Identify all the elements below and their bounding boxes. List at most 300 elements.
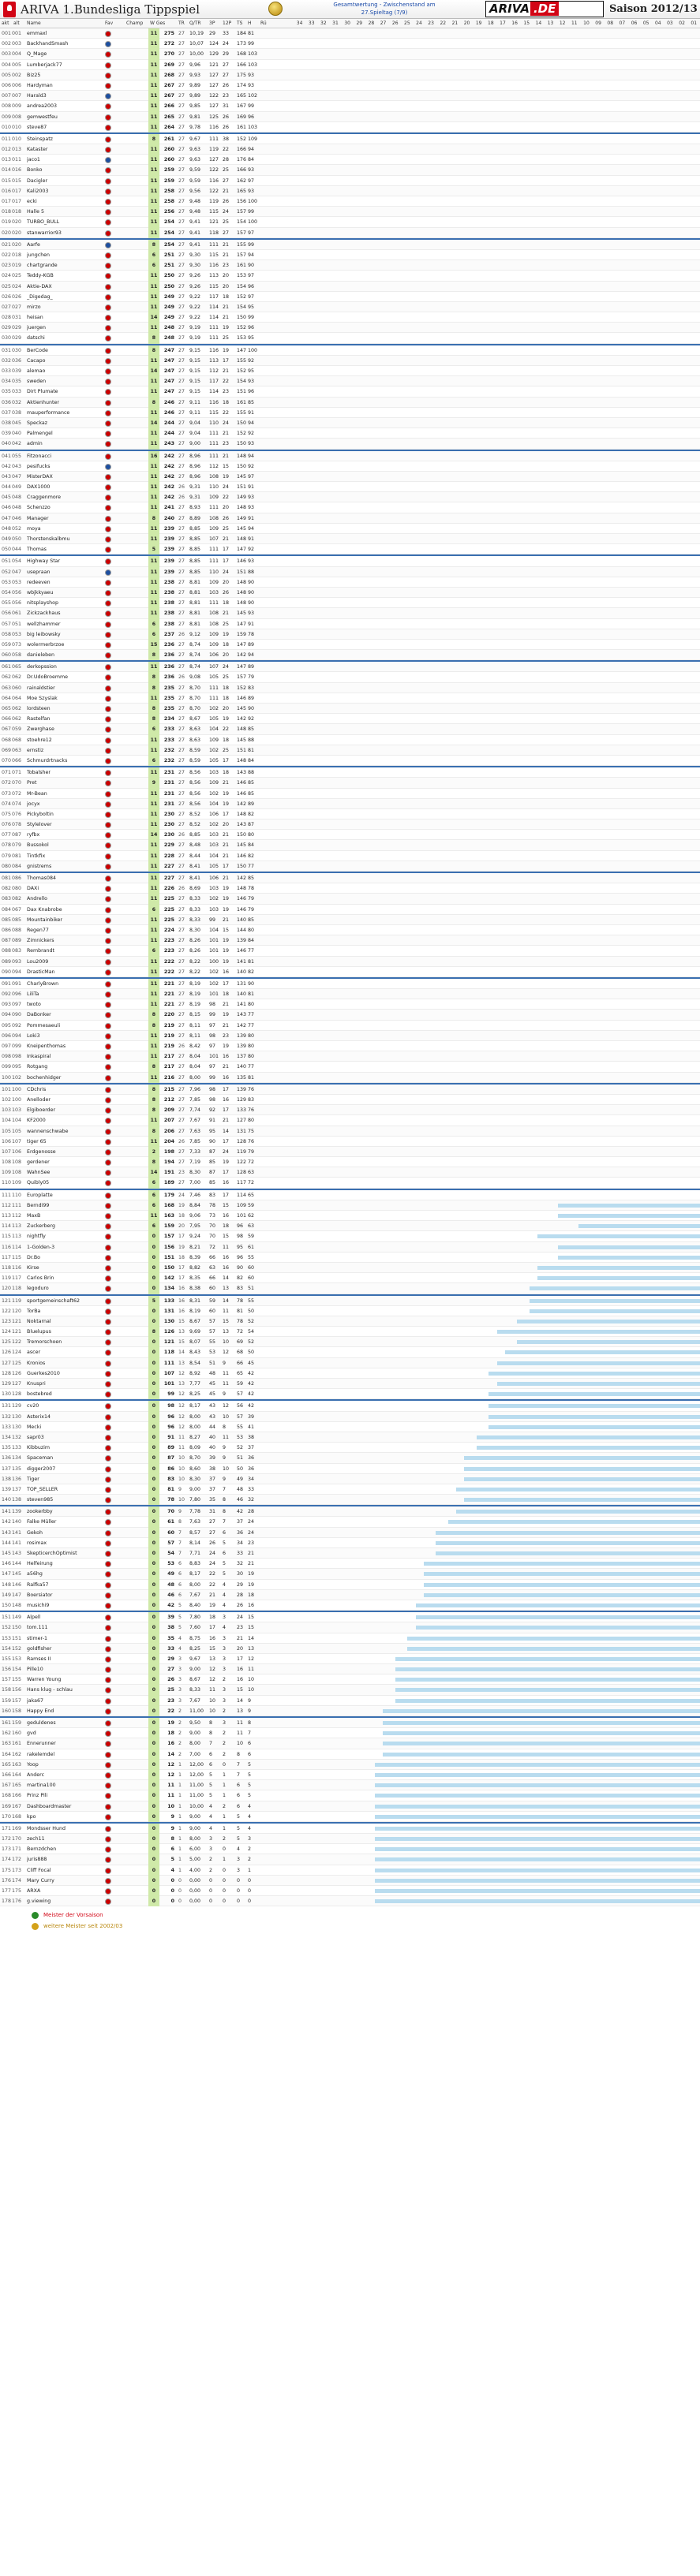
table-row[interactable] <box>0 1105 700 1115</box>
table-row[interactable] <box>0 967 700 977</box>
table-row[interactable] <box>0 418 700 428</box>
row-player-name[interactable]: Berndi99 <box>27 1202 50 1208</box>
row-player-name[interactable]: DAX1000 <box>27 484 51 491</box>
table-row[interactable] <box>0 1242 700 1253</box>
row-player-name[interactable]: juris888 <box>27 1857 47 1863</box>
table-row[interactable] <box>0 1115 700 1126</box>
table-row[interactable] <box>0 1041 700 1051</box>
table-row[interactable] <box>0 513 700 524</box>
row-player-name[interactable]: gerdener <box>27 1159 50 1166</box>
row-player-name[interactable]: Loki3 <box>27 1032 40 1039</box>
row-player-name[interactable]: Aktie-DAX <box>27 283 52 289</box>
row-player-name[interactable]: Helfeirung <box>27 1561 53 1567</box>
row-player-name[interactable]: Quibly05 <box>27 1180 50 1186</box>
table-row[interactable] <box>0 1211 700 1221</box>
table-row[interactable] <box>0 767 700 778</box>
table-row[interactable] <box>0 91 700 101</box>
row-player-name[interactable]: rosimax <box>27 1540 47 1546</box>
row-player-name[interactable]: admin <box>27 441 43 447</box>
row-player-name[interactable]: Prinz Pili <box>27 1793 48 1799</box>
row-player-name[interactable]: Warren Young <box>27 1677 62 1683</box>
row-player-name[interactable]: Spaceman <box>27 1455 54 1462</box>
table-row[interactable] <box>0 1358 700 1368</box>
row-player-name[interactable]: pesifucks <box>27 463 51 469</box>
row-player-name[interactable]: Alpell <box>27 1615 41 1621</box>
table-row[interactable] <box>0 693 700 704</box>
table-row[interactable] <box>0 1221 700 1231</box>
row-player-name[interactable]: jocyx <box>27 801 40 807</box>
row-player-name[interactable]: rainaldstier <box>27 685 55 691</box>
table-row[interactable] <box>0 534 700 544</box>
row-player-name[interactable]: 1-Golden-3 <box>27 1244 55 1250</box>
table-row[interactable] <box>0 672 700 682</box>
row-player-name[interactable]: Teddy-KGB <box>27 273 54 279</box>
table-row[interactable] <box>0 1865 700 1876</box>
table-row[interactable] <box>0 946 700 956</box>
table-row[interactable] <box>0 1085 700 1095</box>
row-player-name[interactable]: heisan <box>27 315 43 321</box>
table-row[interactable] <box>0 1095 700 1105</box>
row-player-name[interactable]: Kibbuzim <box>27 1445 51 1451</box>
row-player-name[interactable]: Cliff Focal <box>27 1867 51 1873</box>
table-row[interactable] <box>0 1157 700 1167</box>
row-player-name[interactable]: Elgiboerder <box>27 1107 56 1114</box>
table-row[interactable] <box>0 1073 700 1083</box>
table-row[interactable] <box>0 240 700 250</box>
row-player-name[interactable]: Falke Müller <box>27 1519 57 1525</box>
table-row[interactable] <box>0 915 700 925</box>
table-row[interactable] <box>0 957 700 967</box>
row-player-name[interactable]: sportgemeinschaft62 <box>27 1297 80 1304</box>
row-player-name[interactable]: cv20 <box>27 1403 39 1409</box>
table-row[interactable] <box>0 333 700 343</box>
row-player-name[interactable]: Pret <box>27 780 37 786</box>
table-row[interactable] <box>0 1600 700 1611</box>
table-row[interactable] <box>0 428 700 439</box>
table-row[interactable] <box>0 1517 700 1527</box>
table-row[interactable] <box>0 925 700 935</box>
row-player-name[interactable]: Mondsser Hund <box>27 1825 66 1831</box>
row-player-name[interactable]: twoto <box>27 1002 41 1008</box>
table-row[interactable] <box>0 282 700 292</box>
row-player-name[interactable]: jaka67 <box>27 1697 44 1704</box>
table-row[interactable] <box>0 323 700 333</box>
row-player-name[interactable]: big leibowsky <box>27 631 61 637</box>
row-player-name[interactable]: Halle 5 <box>27 209 44 215</box>
row-player-name[interactable]: nitsplayshop <box>27 600 58 607</box>
row-player-name[interactable]: alemao <box>27 368 46 374</box>
row-player-name[interactable]: Thomas084 <box>27 875 56 881</box>
row-player-name[interactable]: Kronios <box>27 1360 46 1366</box>
table-row[interactable] <box>0 250 700 260</box>
table-row[interactable] <box>0 1801 700 1812</box>
row-player-name[interactable]: kpo <box>27 1813 36 1820</box>
table-row[interactable] <box>0 799 700 809</box>
row-player-name[interactable]: Kataster <box>27 147 48 153</box>
row-player-name[interactable]: usepraan <box>27 569 51 575</box>
table-row[interactable] <box>0 112 700 122</box>
table-row[interactable] <box>0 1464 700 1474</box>
table-row[interactable] <box>0 155 700 165</box>
row-player-name[interactable]: CharlyBrown <box>27 980 59 987</box>
row-player-name[interactable]: wannenschwabe <box>27 1128 69 1134</box>
row-player-name[interactable]: redeeven <box>27 579 51 585</box>
row-player-name[interactable]: Fitzonacci <box>27 453 52 459</box>
table-row[interactable] <box>0 1474 700 1484</box>
row-player-name[interactable]: Mountainbiker <box>27 917 62 923</box>
row-player-name[interactable]: Rotgang <box>27 1064 48 1070</box>
table-row[interactable] <box>0 979 700 989</box>
table-row[interactable] <box>0 1886 700 1896</box>
row-player-name[interactable]: Rastelfan <box>27 716 51 722</box>
table-row[interactable] <box>0 883 700 894</box>
row-player-name[interactable]: danieleben <box>27 652 54 659</box>
row-player-name[interactable]: Manager <box>27 515 49 521</box>
row-player-name[interactable]: Ramses II <box>27 1656 51 1662</box>
row-player-name[interactable]: gnistrems <box>27 863 52 869</box>
row-player-name[interactable]: Regen77 <box>27 927 49 933</box>
row-player-name[interactable]: jaco1 <box>27 157 40 163</box>
table-row[interactable] <box>0 544 700 554</box>
table-row[interactable] <box>0 49 700 59</box>
row-player-name[interactable]: SkepticerchOptimist <box>27 1551 77 1556</box>
row-player-name[interactable]: Tiger <box>27 1476 39 1482</box>
row-player-name[interactable]: andrea2003 <box>27 103 58 110</box>
row-player-name[interactable]: Mary Curry <box>27 1877 54 1883</box>
table-row[interactable] <box>0 217 700 227</box>
table-row[interactable] <box>0 1379 700 1389</box>
table-row[interactable] <box>0 1263 700 1273</box>
table-row[interactable] <box>0 1674 700 1685</box>
table-row[interactable] <box>0 1412 700 1422</box>
table-row[interactable] <box>0 176 700 186</box>
table-row[interactable] <box>0 1590 700 1600</box>
row-player-name[interactable]: Harald3 <box>27 93 47 99</box>
table-row[interactable] <box>0 366 700 376</box>
table-row[interactable] <box>0 1200 700 1211</box>
table-row[interactable] <box>0 482 700 492</box>
table-row[interactable] <box>0 1654 700 1664</box>
row-player-name[interactable]: jungchen <box>27 252 51 258</box>
table-row[interactable] <box>0 1790 700 1801</box>
row-player-name[interactable]: LiliTa <box>27 991 39 998</box>
table-row[interactable] <box>0 809 700 819</box>
table-row[interactable] <box>0 144 700 155</box>
table-row[interactable] <box>0 1718 700 1728</box>
table-row[interactable] <box>0 608 700 618</box>
table-row[interactable] <box>0 861 700 872</box>
table-row[interactable] <box>0 989 700 999</box>
table-row[interactable] <box>0 650 700 660</box>
table-row[interactable] <box>0 999 700 1010</box>
row-player-name[interactable]: BackhandSmash <box>27 41 69 47</box>
row-player-name[interactable]: Dacigler <box>27 177 48 184</box>
table-row[interactable] <box>0 356 700 366</box>
table-row[interactable] <box>0 1633 700 1644</box>
row-player-name[interactable]: Bonko <box>27 167 43 174</box>
row-player-name[interactable]: Aarfe <box>27 241 40 248</box>
table-row[interactable] <box>0 60 700 70</box>
row-player-name[interactable]: musichi9 <box>27 1602 50 1608</box>
table-row[interactable] <box>0 1347 700 1357</box>
row-player-name[interactable]: Tobalsher <box>27 770 51 776</box>
row-player-name[interactable]: TOP_SELLER <box>27 1486 58 1492</box>
table-row[interactable] <box>0 408 700 418</box>
row-player-name[interactable]: digger2007 <box>27 1465 56 1472</box>
row-player-name[interactable]: bochenhidger <box>27 1074 62 1081</box>
row-player-name[interactable]: Stylelover <box>27 822 52 828</box>
table-row[interactable] <box>0 1296 700 1306</box>
table-row[interactable] <box>0 1484 700 1495</box>
row-player-name[interactable]: Boersiator <box>27 1592 53 1598</box>
table-row[interactable] <box>0 472 700 482</box>
table-row[interactable] <box>0 1506 700 1517</box>
row-player-name[interactable]: TURBO_BULL <box>27 219 60 226</box>
table-row[interactable] <box>0 1401 700 1411</box>
table-row[interactable] <box>0 1190 700 1200</box>
row-player-name[interactable]: Mr-Bean <box>27 790 47 797</box>
table-row[interactable] <box>0 1306 700 1316</box>
table-row[interactable] <box>0 1834 700 1844</box>
row-player-name[interactable]: zech11 <box>27 1836 45 1842</box>
row-player-name[interactable]: Dax Knabrobe <box>27 906 62 913</box>
table-row[interactable] <box>0 1854 700 1865</box>
row-player-name[interactable]: wolermerbrzoe <box>27 641 65 648</box>
row-player-name[interactable]: Noktarnal <box>27 1318 51 1324</box>
table-row[interactable] <box>0 260 700 271</box>
row-player-name[interactable]: Lumberjack77 <box>27 62 62 68</box>
row-player-name[interactable]: nightfly <box>27 1234 46 1240</box>
row-player-name[interactable]: derkopssion <box>27 664 57 670</box>
table-row[interactable] <box>0 1770 700 1780</box>
row-player-name[interactable]: chartgrande <box>27 263 58 269</box>
row-player-name[interactable]: wellzhammer <box>27 621 61 627</box>
row-player-name[interactable]: Hans klug - schlau <box>27 1687 73 1693</box>
table-row[interactable] <box>0 70 700 80</box>
row-player-name[interactable]: Palmengel <box>27 431 53 437</box>
row-player-name[interactable]: tiger 65 <box>27 1138 47 1144</box>
table-row[interactable] <box>0 1327 700 1337</box>
table-row[interactable] <box>0 1253 700 1263</box>
row-player-name[interactable]: Moe Szyslak <box>27 695 58 701</box>
row-player-name[interactable]: Zickzackhaus <box>27 610 61 617</box>
table-row[interactable] <box>0 1824 700 1834</box>
row-player-name[interactable]: ryfbx <box>27 832 40 838</box>
table-row[interactable] <box>0 122 700 133</box>
table-row[interactable] <box>0 598 700 608</box>
table-row[interactable] <box>0 376 700 386</box>
table-row[interactable] <box>0 1443 700 1453</box>
row-player-name[interactable]: Asterix14 <box>27 1413 51 1420</box>
table-row[interactable] <box>0 1538 700 1548</box>
row-player-name[interactable]: Tremorschoen <box>27 1339 62 1346</box>
row-player-name[interactable]: Pickyboltin <box>27 811 54 817</box>
row-player-name[interactable]: DaBonker <box>27 1012 51 1018</box>
row-player-name[interactable]: Bernzdchen <box>27 1846 57 1853</box>
row-player-name[interactable]: stanwarrior93 <box>27 230 62 236</box>
row-player-name[interactable]: Carlos Brin <box>27 1275 54 1282</box>
table-row[interactable] <box>0 302 700 312</box>
row-player-name[interactable]: lordsteen <box>27 706 51 711</box>
row-player-name[interactable]: moya <box>27 525 41 532</box>
row-player-name[interactable]: CDchris <box>27 1086 47 1092</box>
row-player-name[interactable]: Pommesaeuli <box>27 1022 61 1029</box>
row-player-name[interactable]: ernstiz <box>27 747 44 753</box>
table-row[interactable] <box>0 196 700 207</box>
table-row[interactable] <box>0 830 700 840</box>
table-row[interactable] <box>0 1137 700 1147</box>
table-row[interactable] <box>0 524 700 534</box>
table-row[interactable] <box>0 502 700 513</box>
row-player-name[interactable]: KF2000 <box>27 1118 46 1124</box>
row-player-name[interactable]: Craggenmore <box>27 495 62 501</box>
row-player-name[interactable]: Aktienhunter <box>27 399 59 405</box>
table-row[interactable] <box>0 704 700 714</box>
row-player-name[interactable]: Dirt Plumate <box>27 389 58 395</box>
row-player-name[interactable]: BerCode <box>27 347 48 353</box>
table-row[interactable] <box>0 1780 700 1790</box>
table-row[interactable] <box>0 1664 700 1674</box>
table-row[interactable] <box>0 1422 700 1432</box>
row-player-name[interactable]: Schenzzo <box>27 505 51 511</box>
table-row[interactable] <box>0 439 700 449</box>
row-player-name[interactable]: Europlatte <box>27 1192 53 1198</box>
row-player-name[interactable]: sapr03 <box>27 1434 44 1440</box>
table-row[interactable] <box>0 398 700 408</box>
row-player-name[interactable]: ecki <box>27 199 37 204</box>
table-row[interactable] <box>0 1273 700 1283</box>
row-player-name[interactable]: Kali2003 <box>27 188 49 194</box>
row-player-name[interactable]: Thorstenskalbmu <box>27 536 70 542</box>
row-player-name[interactable]: Erdgenosse <box>27 1148 56 1155</box>
row-player-name[interactable]: emmaxl <box>27 31 47 36</box>
row-player-name[interactable]: Bluelupus <box>27 1329 51 1335</box>
row-player-name[interactable]: Steinspatz <box>27 136 53 142</box>
table-row[interactable] <box>0 271 700 281</box>
row-player-name[interactable]: Kneipenthomas <box>27 1043 66 1049</box>
table-row[interactable] <box>0 873 700 883</box>
row-player-name[interactable]: Zwerghase <box>27 726 54 733</box>
row-player-name[interactable]: mauperformance <box>27 409 70 416</box>
table-row[interactable] <box>0 186 700 196</box>
row-player-name[interactable]: Cacapo <box>27 357 46 364</box>
table-row[interactable] <box>0 662 700 672</box>
table-row[interactable] <box>0 386 700 397</box>
table-row[interactable] <box>0 1062 700 1072</box>
table-row[interactable] <box>0 345 700 356</box>
row-player-name[interactable]: geduldenes <box>27 1720 56 1726</box>
table-row[interactable] <box>0 1876 700 1886</box>
table-row[interactable] <box>0 1569 700 1579</box>
row-player-name[interactable]: Ennerunner <box>27 1741 56 1747</box>
row-player-name[interactable]: Pille10 <box>27 1667 43 1673</box>
table-row[interactable] <box>0 1728 700 1738</box>
table-row[interactable] <box>0 735 700 745</box>
table-row[interactable] <box>0 1760 700 1770</box>
table-row[interactable] <box>0 1147 700 1157</box>
row-player-name[interactable]: gvd <box>27 1730 36 1737</box>
table-row[interactable] <box>0 714 700 724</box>
table-row[interactable] <box>0 756 700 766</box>
table-row[interactable] <box>0 588 700 598</box>
row-player-name[interactable]: Zuckerberg <box>27 1223 55 1230</box>
row-player-name[interactable]: stimer-1 <box>27 1635 47 1641</box>
row-player-name[interactable]: Andrello <box>27 896 47 902</box>
table-row[interactable] <box>0 1126 700 1137</box>
table-row[interactable] <box>0 577 700 588</box>
row-player-name[interactable]: stoehre12 <box>27 737 52 743</box>
row-player-name[interactable]: Anelloder <box>27 1096 51 1103</box>
table-row[interactable] <box>0 1316 700 1327</box>
table-row[interactable] <box>0 556 700 566</box>
table-row[interactable] <box>0 789 700 799</box>
table-row[interactable] <box>0 292 700 302</box>
table-row[interactable] <box>0 1167 700 1178</box>
row-player-name[interactable]: Biz25 <box>27 72 41 78</box>
table-row[interactable] <box>0 1749 700 1760</box>
table-row[interactable] <box>0 1010 700 1020</box>
table-row[interactable] <box>0 640 700 650</box>
table-row[interactable] <box>0 1706 700 1716</box>
table-row[interactable] <box>0 1528 700 1538</box>
row-player-name[interactable]: bostebred <box>27 1391 52 1398</box>
table-row[interactable] <box>0 1231 700 1241</box>
row-player-name[interactable]: steven985 <box>27 1497 54 1503</box>
row-player-name[interactable]: ARXA <box>27 1888 41 1894</box>
table-row[interactable] <box>0 165 700 175</box>
row-player-name[interactable]: Lou2009 <box>27 958 49 965</box>
table-row[interactable] <box>0 629 700 640</box>
table-row[interactable] <box>0 492 700 502</box>
row-player-name[interactable]: Ralfka57 <box>27 1581 49 1588</box>
table-row[interactable] <box>0 461 700 472</box>
row-player-name[interactable]: Highway Star <box>27 558 61 565</box>
row-player-name[interactable]: sweden <box>27 379 47 385</box>
row-player-name[interactable]: juergen <box>27 325 46 331</box>
table-row[interactable] <box>0 894 700 904</box>
row-player-name[interactable]: martina100 <box>27 1783 56 1789</box>
row-player-name[interactable]: legoduro <box>27 1286 49 1292</box>
row-player-name[interactable]: Guerkes2010 <box>27 1370 60 1376</box>
table-row[interactable] <box>0 905 700 915</box>
table-row[interactable] <box>0 1738 700 1749</box>
row-player-name[interactable]: g.viewing <box>27 1898 51 1905</box>
row-player-name[interactable]: Mecki <box>27 1424 42 1430</box>
table-row[interactable] <box>0 101 700 111</box>
table-row[interactable] <box>0 1178 700 1188</box>
row-player-name[interactable]: TorBa <box>27 1308 41 1314</box>
table-row[interactable] <box>0 1812 700 1822</box>
row-player-name[interactable]: mirzo <box>27 304 41 310</box>
row-player-name[interactable]: Dashboardmaster <box>27 1803 72 1809</box>
table-row[interactable] <box>0 207 700 217</box>
table-row[interactable] <box>0 619 700 629</box>
row-player-name[interactable]: steve87 <box>27 124 47 130</box>
row-player-name[interactable]: _Digedag_ <box>27 293 53 300</box>
table-row[interactable] <box>0 1368 700 1379</box>
table-row[interactable] <box>0 1021 700 1031</box>
table-row[interactable] <box>0 39 700 49</box>
table-row[interactable] <box>0 312 700 323</box>
row-player-name[interactable]: MisterDAX <box>27 473 53 480</box>
row-player-name[interactable]: DrasticMan <box>27 969 55 975</box>
table-row[interactable] <box>0 567 700 577</box>
table-row[interactable] <box>0 228 700 238</box>
table-row[interactable] <box>0 1283 700 1294</box>
row-player-name[interactable]: gemwestfeu <box>27 114 58 120</box>
row-player-name[interactable]: a56hg <box>27 1571 43 1577</box>
table-row[interactable] <box>0 1051 700 1062</box>
